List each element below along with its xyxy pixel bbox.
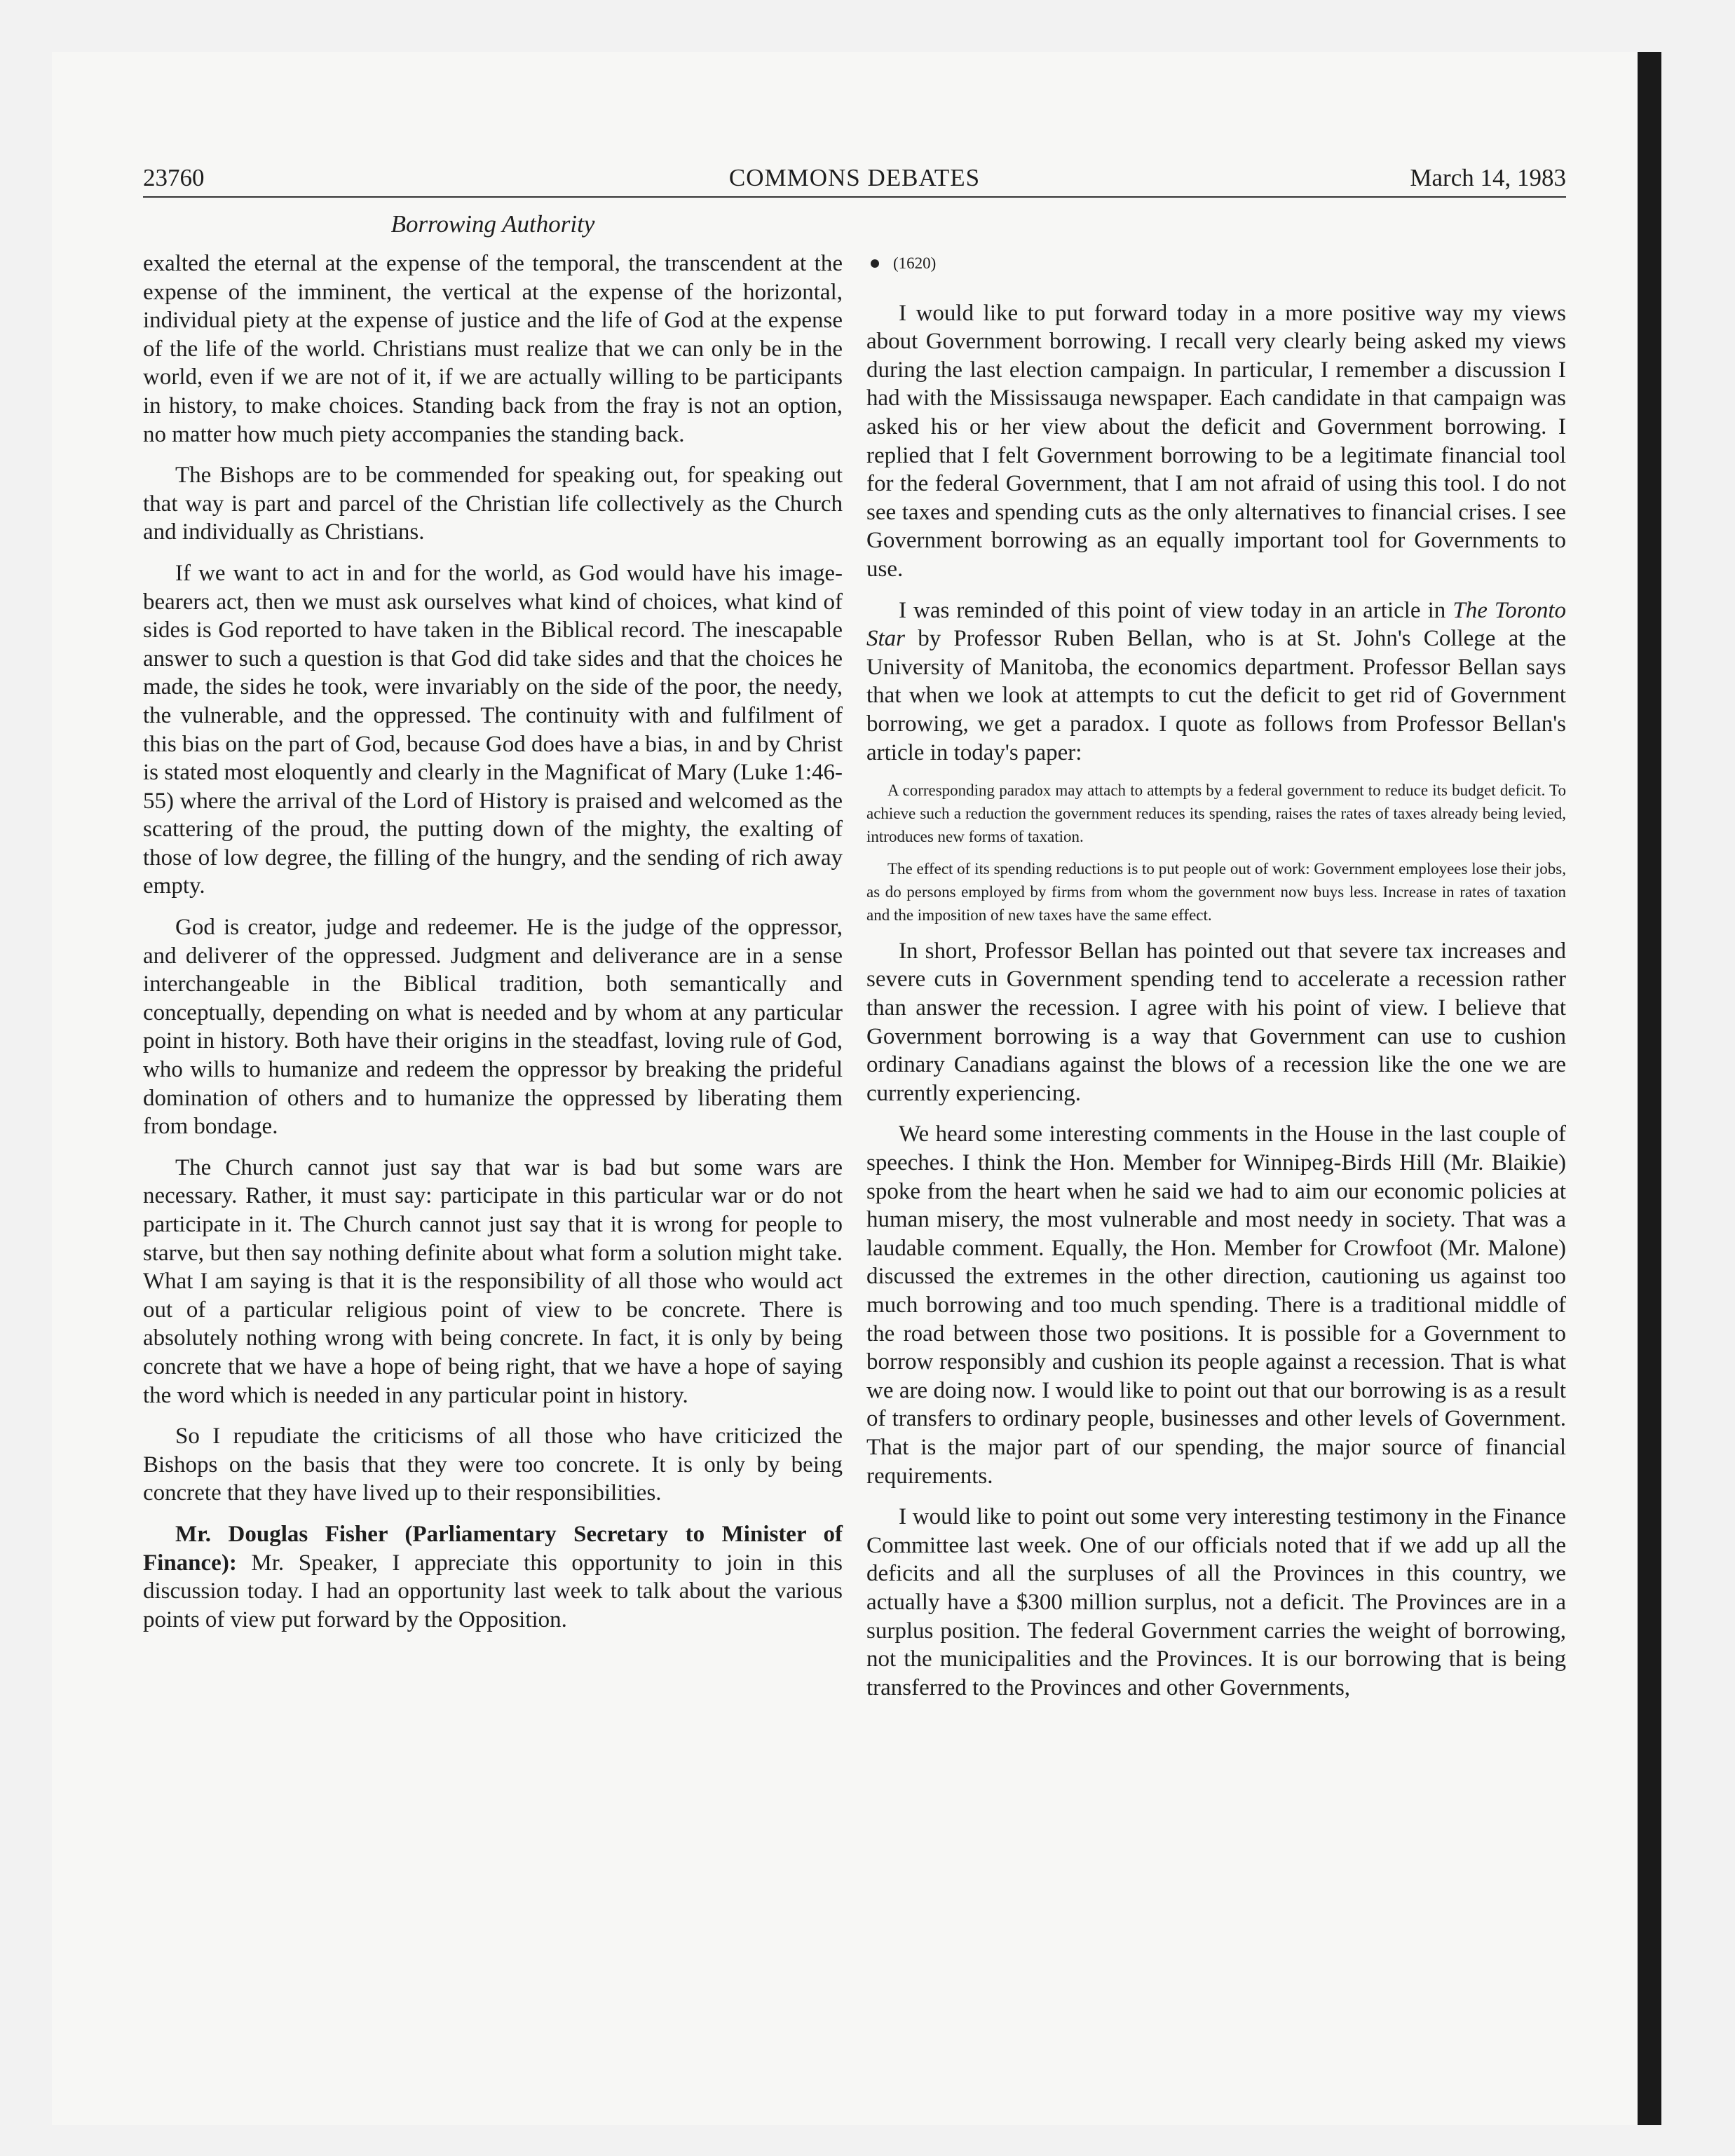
paragraph: The Church cannot just say that war is bad but some wars are necessary. Rather, it must say: participate in this particular war or do not participate in it. The Church cannot just say that it is wrong for people to starve, but then say nothing definite about what form a solution might take. What I am saying is that it is the responsibility of all those who would act out of a particular religious point of view to be concrete. There is absolutely nothing wrong with being concrete. In fact, it is only by being concrete that we have a hope of being right, that we have a hope of saying the word which is needed in any particular point in history. [143,1154,843,1408]
page-header [143,164,1566,198]
page-date: March 14, 1983 [1410,164,1566,191]
running-head: Borrowing Authority [390,210,595,238]
newspaper-title: The Toronto Star [866,597,1566,652]
speaker-name: Mr. Douglas Fisher (Parliamentary Secretary to Minister of Finance): [143,1521,843,1576]
paragraph: exalted the eternal at the expense of the temporal, the transcendent at the expense of the imminent, the vertical at the expense of the horizontal, individual piety at the expense of justice and the life of God at the expense of the life of the world. Christians must realize that we can only be in the world, even if we are not of it, if we are actually willing to be participants in history, to make choices. Standing back from the fray is not an option, no matter how much piety accompanies the standing back. [143,251,843,447]
paragraph: If we want to act in and for the world, as God would have his image-bearers act, then we must ask ourselves what kind of choices, what kind of sides is God reported to have taken in the Biblical record. The inescapable answer to such a question is that God did take sides and that the choices he made, the sides he took, were invariably on the side of the poor, the needy, the vulnerable, and the oppressed. The continuity with and fulfilment of this bias on the part of God, because God does have a bias, in and by Christ is stated most eloquently and clearly in the Magnificat of Mary (Luke 1:46-55) where the arrival of the Lord of History is praised and welcomed as the scattering of the proud, the putting down of the mighty, the exalting of those of low degree, the filling of the hungry, and the sending of rich away empty. [143,560,843,899]
paragraph: I would like to point out some very interesting testimony in the Finance Committee last week. One of our officials noted that if we add up all the deficits and all the surpluses of all the Provinces in this country, we actually have a $300 million surplus, not a deficit. The Provinces are in a surplus position. The federal Government carries the weight of borrowing, not the municipalities and the Provinces. It is our borrowing that is being transferred to the Provinces and other Governments, [866,1504,1566,1700]
paragraph: I would like to put forward today in a more positive way my views about Government borrowing. I recall very clearly being asked my views during the last election campaign. In particular, I remember a discussion I had with the Mississauga newspaper. Each candidate in that campaign was asked his or her view about the deficit and Government borrowing. I replied that I felt Government borrowing to be a legitimate financial tool for the federal Government, that I am not afraid of using this tool. I do not see taxes and spending cuts as the only alternatives to financial crises. I see Government borrowing as an equally important tool for Governments to use. [866,300,1566,582]
bullet-icon [871,259,879,268]
speech-paragraph [143,1520,843,1634]
paragraph: So I repudiate the criticisms of all those who have criticized the Bishops on the basis that they were too concrete. It is only by being concrete that they have lived up to their responsibilities. [143,1424,843,1506]
left-column [143,250,843,1646]
time-marker [866,250,1566,278]
text-span: by Professor Ruben Bellan, who is at St. John's College at the University of Manitoba, the economics department. Professor Bellan says that when we look at attempts to cut the deficit to get rid of Government borrowing, we get a paradox. I quote as follows from Professor Bellan's article in today's paper: [866,626,1566,765]
paragraph: God is creator, judge and redeemer. He is the judge of the oppressor, and deliverer of the oppressed. Judgment and deliverance are in a sense interchangeable in the Biblical tradition, both semantically and conceptually, depending on what is needed and by whom at any particular point in history. Both have their origins in the steadfast, loving rule of God, who wills to humanize and redeem the oppressor by breaking the prideful domination of others and to humanize the oppressed by liberating them from bondage. [143,915,843,1140]
paragraph [866,596,1566,767]
block-quote: The effect of its spending reductions is to put people out of work: Government employees lose their jobs, as do persons employed by firms from whom the government now buys less. Increase in rates of taxation and the imposition of new taxes have the same effect. [866,860,1566,925]
block-quote: A corresponding paradox may attach to attempts by a federal government to reduce its budget deficit. To achieve such a reduction the government reduces its spending, raises the rates of taxes already being levied, introduces new forms of taxation. [866,782,1566,845]
paragraph: The Bishops are to be commended for speaking out, for speaking out that way is part and parcel of the Christian life collectively as the Church and individually as Christians. [143,463,843,545]
right-column [866,250,1566,1714]
speech-text: Mr. Speaker, I appreciate this opportunity to join in this discussion today. I had an opportunity last week to talk about the various points of view put forward by the Opposition. [143,1550,843,1632]
paragraph: In short, Professor Bellan has pointed out that severe tax increases and severe cuts in Government spending tend to accelerate a recession rather than answer the recession. I agree with his point of view. I believe that Government borrowing is a way that Government can use to cushion ordinary Canadians against the blows of a recession like the one we are currently experiencing. [866,938,1566,1106]
time-stamp: (1620) [893,254,937,272]
text-span: I was reminded of this point of view today in an article in [899,597,1453,623]
paragraph: We heard some interesting comments in the House in the last couple of speeches. I think the Hon. Member for Winnipeg-Birds Hill (Mr. Blaikie) spoke from the heart when he said we had to aim our economic policies at human misery, the most vulnerable and most needy in society. That was a laudable comment. Equally, the Hon. Member for Crowfoot (Mr. Malone) discussed the extremes in the other direction, cautioning us against too much borrowing and too much spending. There is a traditional middle of the road between those two positions. It is possible for a Government to borrow responsibly and cushion its people against a recession. That is what we are doing now. I would like to point out that our borrowing is as a result of transfers to ordinary people, businesses and other levels of Government. That is the major part of our spending, the major source of financial requirements. [866,1121,1566,1489]
page-number: 23760 [143,164,205,191]
scan-edge-shadow [1638,52,1661,2125]
publication-title: COMMONS DEBATES [728,164,981,191]
